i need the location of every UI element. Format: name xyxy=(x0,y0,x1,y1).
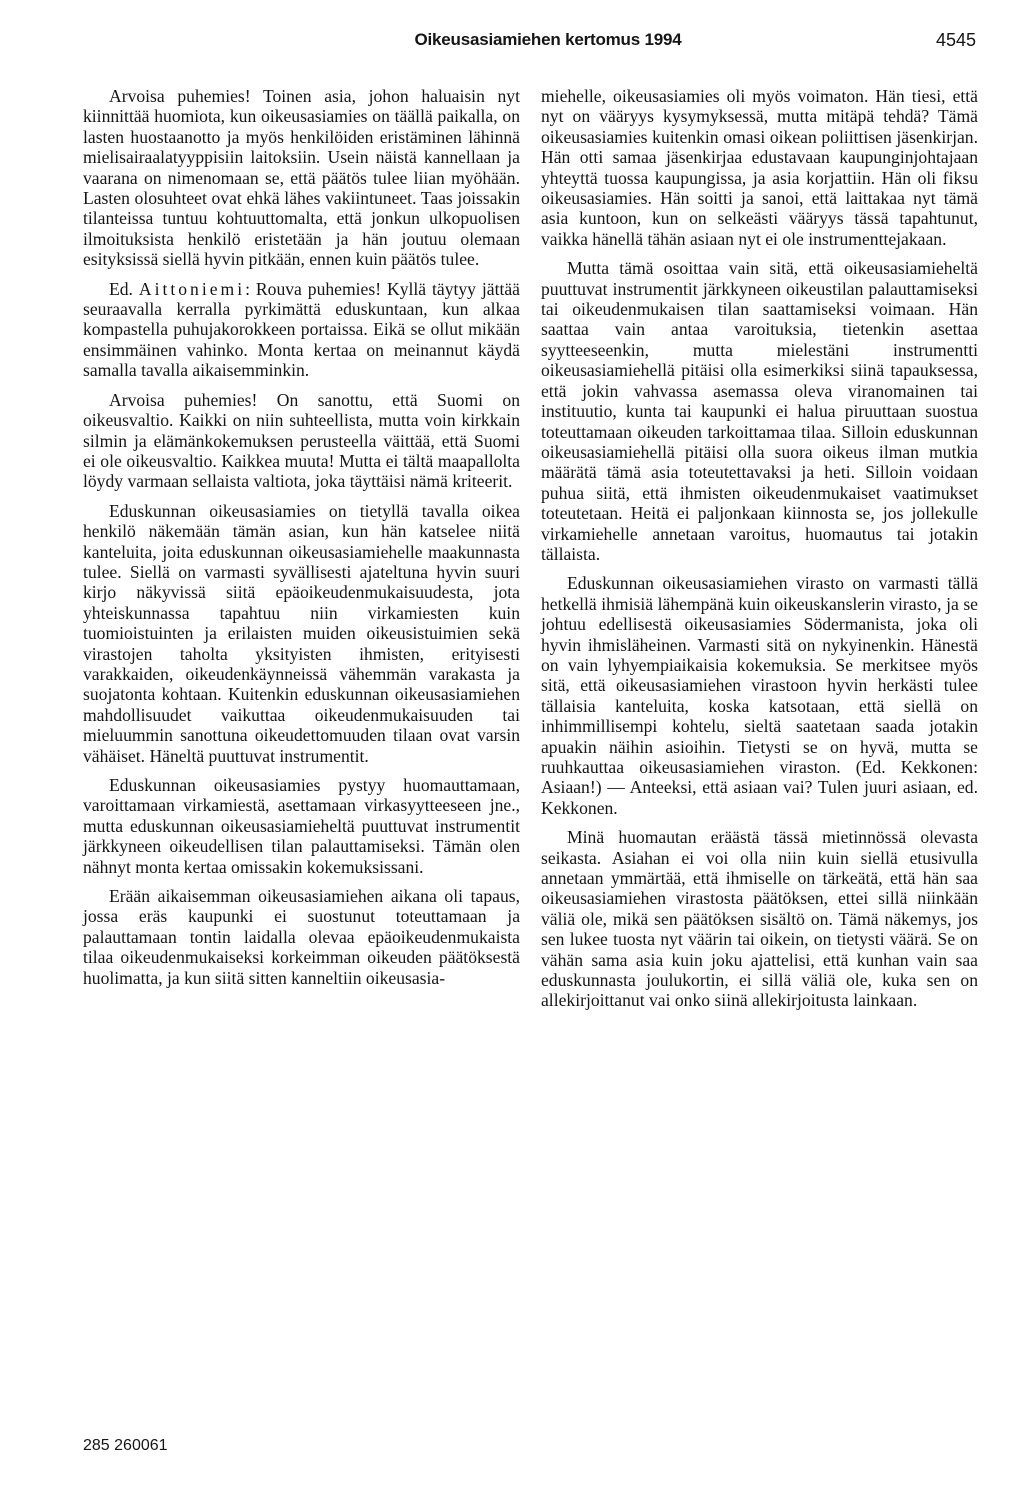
page-number: 4545 xyxy=(935,30,976,50)
print-code: 285 260061 xyxy=(83,1437,168,1454)
paragraph: Eduskunnan oikeusasiamies pystyy huomauttamaan, varoittamaan virkamiestä, asettamaan virkasyytteeseen jne., mutta eduskunnan oikeusasiamieheltä puuttuvat instrumentit järkkyneen oikeudellisen tilan palauttamiseksi. Tämän olen nähnyt monta kertaa omissakin kokemuksissani. xyxy=(83,775,520,877)
paragraph: Minä huomautan eräästä tässä mietinnössä olevasta seikasta. Asiahan ei voi olla niin kuin siellä etusivulla annetaan ymmärtää, että ihmiselle on tärkeätä, että hän saa oikeusasiamiehen virastosta päätöksen, ettei sillä niinkään väliä ole, mikä sen päätöksen sisältö on. Tämä näkemys, jos sen lukee tuosta nyt väärin tai oikein, on tietysti väärä. Se on vähän sama asia kuin joku ajattelisi, että kunhan vain saa eduskunnasta joulukortin, ei sillä väliä ole, kuka sen on allekirjoittanut vai onko siinä allekirjoitusta lainkaan. xyxy=(541,827,978,1011)
speaker-prefix: Ed. xyxy=(109,278,133,299)
paragraph: Mutta tämä osoittaa vain sitä, että oikeusasiamieheltä puuttuvat instrumentit järkkyneen oikeustilan palauttamiseksi tai oikeudenmukaisen tilan saattamiseksi voimaan. Hän saattaa vain antaa varoituksia, tietenkin asettaa syytteeseenkin, mutta mielestäni instrumentti oikeusasiamiehellä pitäisi olla esimerkiksi siinä tapauksessa, että jokin vahvassa asemassa oleva viranomainen tai instituutio, kunta tai kaupunki ei halua piruuttaan suostua toteuttamaan oikeuden tarkoittamaa tilaa. Silloin eduskunnan oikeusasiamiehellä pitäisi olla suora oikeus ilman mutkia määrätä tämä asia toteutettavaksi ja heti. Silloin voidaan puhua siitä, että ihmisten oikeudenmukaiset vaatimukset toteutetaan. Heitä ei paljonkaan kiinnosta se, jos jollekulle virkamiehelle annetaan varoitus, huomautus tai jotakin tällaista. xyxy=(541,258,978,564)
running-title: Oikeusasiamiehen kertomus 1994 xyxy=(414,30,682,49)
left-column xyxy=(83,86,520,997)
paragraph: miehelle, oikeusasiamies oli myös voimaton. Hän tiesi, että nyt on vääryys kysymyksessä, mutta mitäpä tehdä? Tämä oikeusasiamies kuitenkin omasi oikean poliittisen jäsenkirjan. Hän otti samaa jäsenkirjaa edustavaan kaupunginjohtajaan yhteyttä tuossa kaupungissa, ja asia korjattiin. Hän oli fiksu oikeusasiamies. Hän soitti ja sanoi, että laittakaa nyt tämä asia kuntoon, kun on selkeästi vääryys tässä tapahtunut, vaikka hänellä tähän asiaan nyt ei ole instrumenttejakaan. xyxy=(541,86,978,249)
page-header xyxy=(80,30,976,60)
paragraph: Eduskunnan oikeusasiamies on tietyllä tavalla oikea henkilö näkemään tämän asian, kun hän katselee niitä kanteluita, joita eduskunnan oikeusasiamiehelle maakunnasta tulee. Siellä on varmasti syvällisesti ajateltuna hyvin suuri kirjo näkyvissä siitä epäoikeudenmukaisuudesta, jota yhteiskunnassa tapahtuu niin virkamiesten kuin tuomioistuinten ja erilaisten muiden oikeusistuimien sekä virastojen taholta yksityisten ihmisten, erityisesti varakkaiden, oikeudenkäynneissä vähemmän varakasta ja suojatonta kohtaan. Kuitenkin eduskunnan oikeusasiamiehen mahdollisuudet vaikuttaa oikeudenmukaisuuden tai mieluummin sanottuna oikeudettomuuden tilaan ovat varsin vähäiset. Häneltä puuttuvat instrumentit. xyxy=(83,500,520,766)
right-column xyxy=(541,86,978,1020)
speaker-name: Aittoniemi xyxy=(138,278,246,299)
paragraph: Arvoisa puhemies! On sanottu, että Suomi on oikeusvaltio. Kaikki on niin suhteellista, mutta voin kirkkain silmin ja elämänkokemuksen perusteella väittää, että Suomi ei ole oikeusvaltio. Kaikkea muuta! Mutta ei tältä maapallolta löydy varmaan sellaista valtiota, joka täyttäisi nämä kriteerit. xyxy=(83,389,520,492)
paragraph: Arvoisa puhemies! Toinen asia, johon haluaisin nyt kiinnittää huomiota, kun oikeusasiamies on täällä paikalla, on lasten huostaanotto ja myös henkilöiden eristäminen lähinnä mielisairaalatyyppisiin laitoksiin. Usein näistä kannellaan ja vaarana on nimenomaan se, että päätös tulee liian myöhään. Lasten olosuhteet ovat ehkä lähes vakiintuneet. Taas joissakin tilanteissa tuntuu kohtuuttomalta, että jonkun ulkopuolisen ilmoituksista henkilö eristetään ja hän joutuu olemaan esityksissä siellä hyvin pitkään, ennen kuin päätös tulee. xyxy=(83,86,520,270)
speaker-paragraph xyxy=(83,279,520,381)
speech-text: : Rouva puhemies! Kyllä täytyy jättää seuraavalla kerralla pyrkimättä eduskuntaan, kun alkaa kompastella puhujakorokkeen portaissa. Eikä se ollut mikään ensimmäinen vahinko. Monta kertaa on meinannut käydä samalla tavalla aikaisemminkin. xyxy=(83,278,520,381)
paragraph: Eduskunnan oikeusasiamiehen virasto on varmasti tällä hetkellä ihmisiä lähempänä kuin oikeuskanslerin virasto, ja se johtuu edellisestä oikeusasiamies Södermanista, joka oli hyvin ihmisläheinen. Varmasti sitä on nykyinenkin. Hänestä on vain lyhyempiaikaisia kokemuksia. Se merkitsee myös sitä, että oikeusasiamiehen virastoon hyvin herkästi tulee tällaisia kanteluita, koska katsotaan, että siellä on inhimmillisempi kohtelu, sieltä saatetaan saada jotakin apuakin näihin asioihin. Tietysti se on hyvä, mutta se ruuhkauttaa oikeusasiamiehen viraston. (Ed. Kekkonen: Asiaan!) — Anteeksi, että asiaan vai? Tulen juuri asiaan, ed. Kekkonen. xyxy=(541,573,978,818)
paragraph: Erään aikaisemman oikeusasiamiehen aikana oli tapaus, jossa eräs kaupunki ei suostunut toteuttamaan ja palauttamaan tontin laidalla olevaa epäoikeudenmukaista tilaa oikeudenmukaiseksi korkeimman oikeuden päätöksestä huolimatta, ja kun siitä sitten kanneltiin oikeusasia- xyxy=(83,886,520,988)
